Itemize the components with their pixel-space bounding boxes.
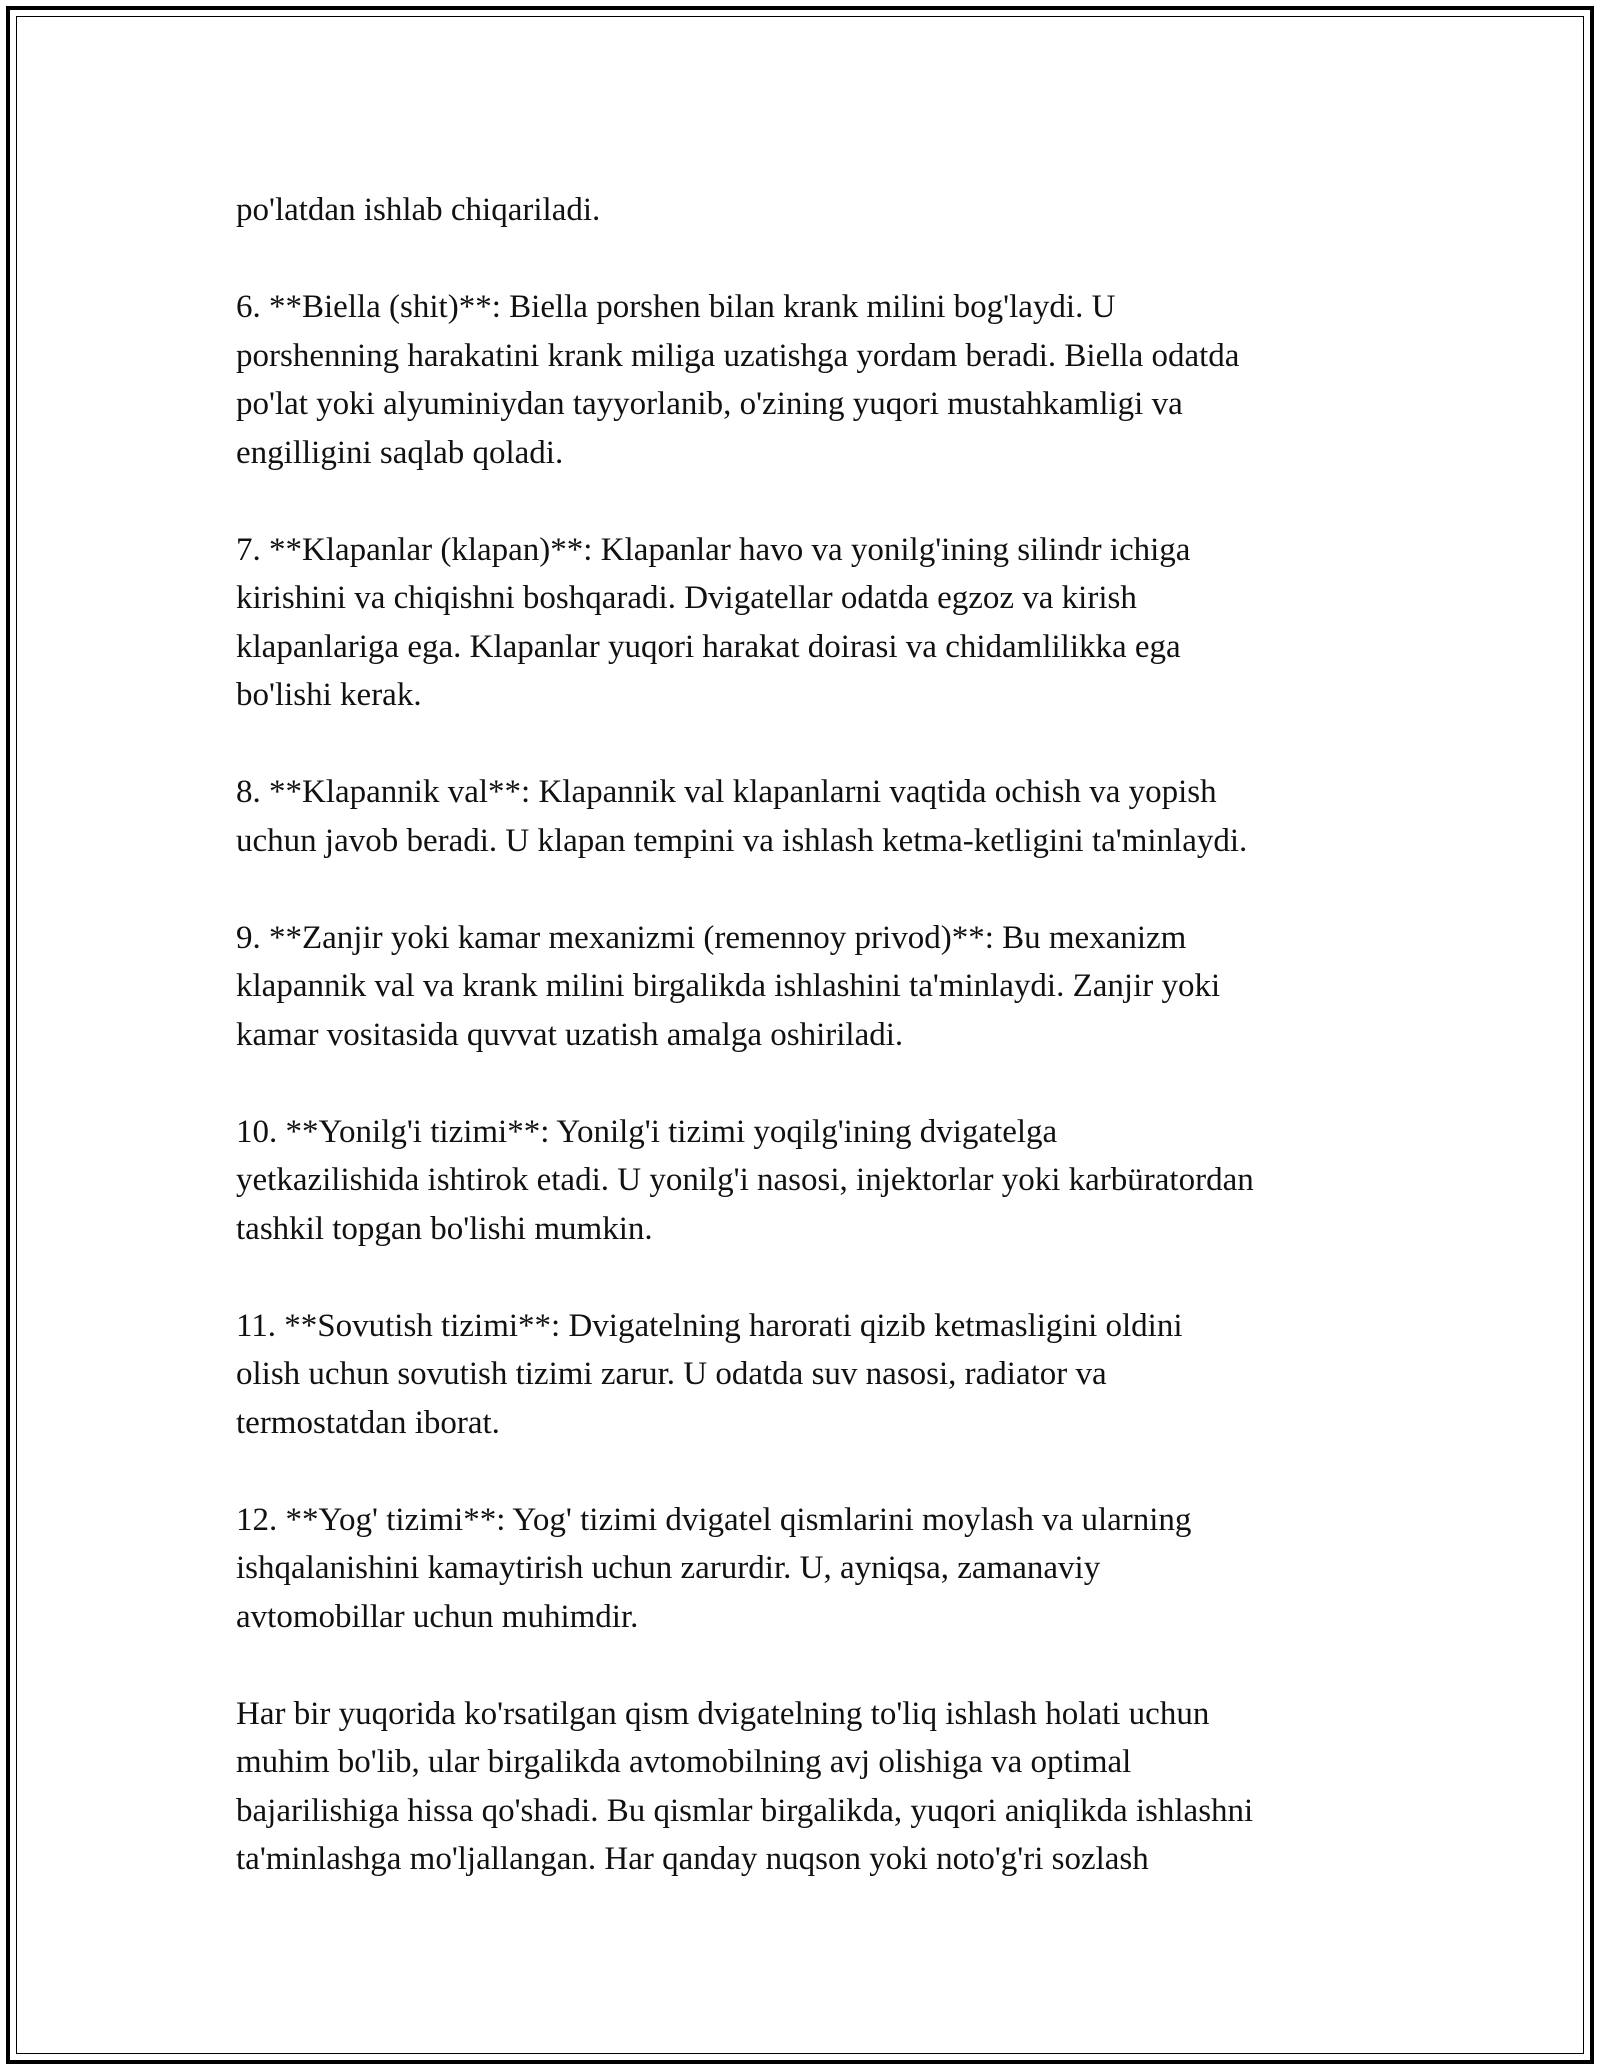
paragraph-summary: Har bir yuqorida ko'rsatilgan qism dvigatelning to'liq ishlash holati uchun muhim bo'lib, ular birgalikda avtomobilning avj olishiga va optimal bajarilishiga hissa qo'shadi. Bu qismlar birgalikda, yuqori aniqlikda ishlashni ta'minlashga mo'ljallangan. Har qanday nuqson yoki noto'g'ri sozlash: [236, 1695, 1254, 1877]
paragraph-item-6-biella: 6. **Biella (shit)**: Biella porshen bilan krank milini bog'laydi. U porshenning harakatini krank miliga uzatishga yordam beradi. Biella odatda po'lat yoki alyuminiydan tayyorlanib, o'zining yuqori mustahkamligi va engilligini saqlab qoladi.: [236, 289, 1240, 471]
paragraph-item-7-klapanlar: 7. **Klapanlar (klapan)**: Klapanlar havo va yonilg'ining silindr ichiga kirishini va chiqishni boshqaradi. Dvigatellar odatda egzoz va kirish klapanlariga ega. Klapanlar yuqori harakat doirasi va chidamlilikka ega bo'lishi kerak.: [236, 531, 1191, 713]
document-body: [236, 186, 1386, 1884]
paragraph-item-9-zanjir: 9. **Zanjir yoki kamar mexanizmi (remennoy privod)**: Bu mexanizm klapannik val va krank milini birgalikda ishlashini ta'minlaydi. Zanjir yoki kamar vositasida quvvat uzatish amalga oshiriladi.: [236, 919, 1221, 1053]
paragraph-item-8-klapannik-val: 8. **Klapannik val**: Klapannik val klapanlarni vaqtida ochish va yopish uchun javob beradi. U klapan tempini va ishlash ketma-ketligini ta'minlaydi.: [236, 774, 1248, 859]
paragraph-item-12-yog: 12. **Yog' tizimi**: Yog' tizimi dvigatel qismlarini moylash va ularning ishqalanishini kamaytirish uchun zarurdir. U, ayniqsa, zamanaviy avtomobillar uchun muhimdir.: [236, 1501, 1192, 1635]
paragraph-continuation: po'latdan ishlab chiqariladi.: [236, 192, 601, 228]
paragraph-item-10-yonilgi: 10. **Yonilg'i tizimi**: Yonilg'i tizimi yoqilg'ining dvigatelga yetkazilishida ishtirok etadi. U yonilg'i nasosi, injektorlar yoki karbüratordan tashkil topgan bo'lishi mumkin.: [236, 1113, 1254, 1247]
paragraph-item-11-sovutish: 11. **Sovutish tizimi**: Dvigatelning harorati qizib ketmasligini oldini olish uchun sovutish tizimi zarur. U odatda suv nasosi, radiator va termostatdan iborat.: [236, 1307, 1183, 1441]
